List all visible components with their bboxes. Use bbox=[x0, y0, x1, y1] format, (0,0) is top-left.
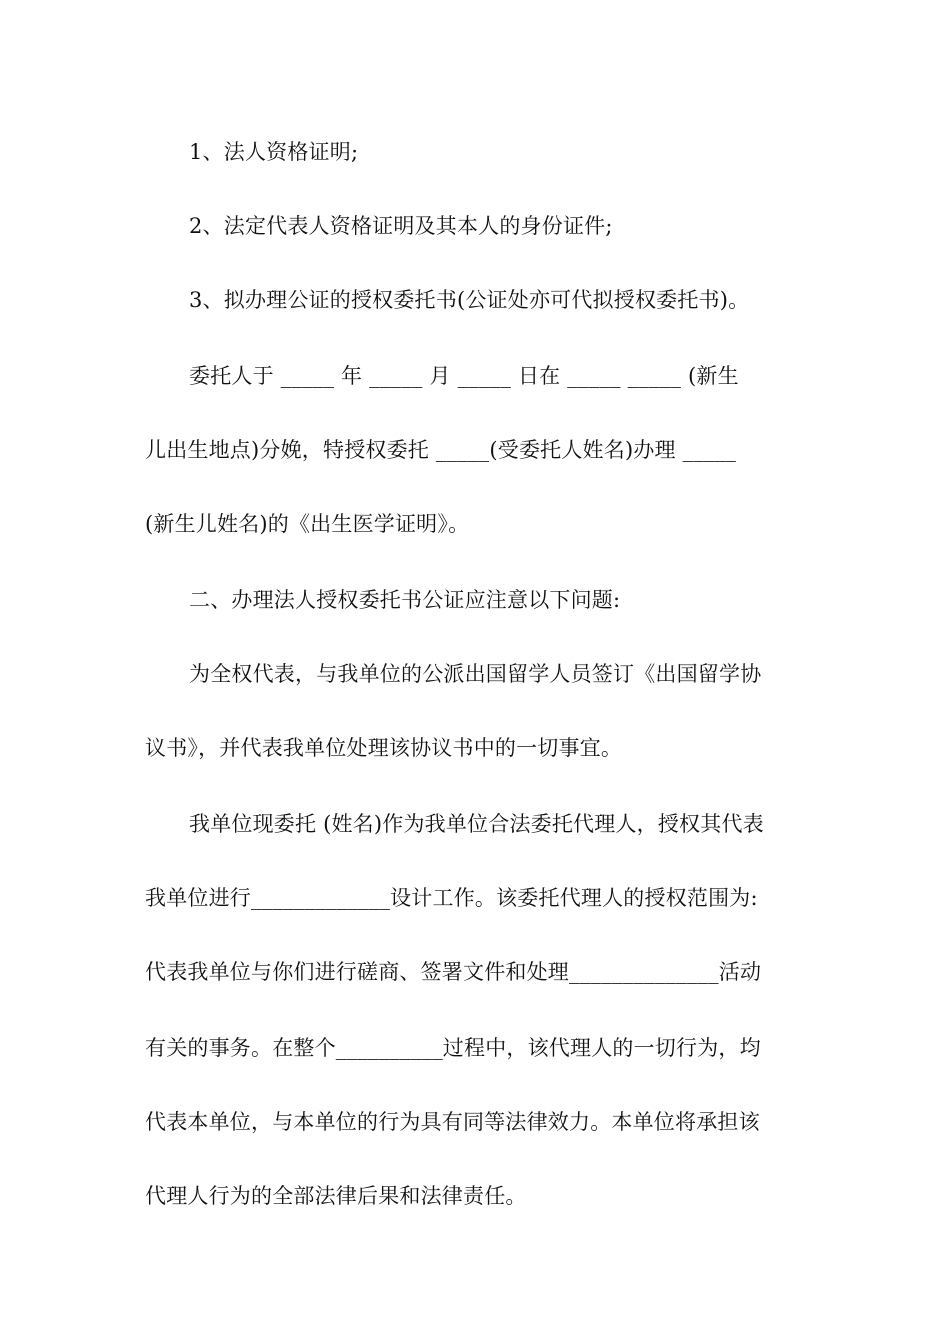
paragraph-line: (新生儿姓名)的《出生医学证明》。 bbox=[145, 512, 470, 536]
section-heading: 二、办理法人授权委托书公证应注意以下问题: bbox=[189, 588, 621, 612]
paragraph-line: 委托人于 _____ 年 _____ 月 _____ 日在 _____ _____ (新生 bbox=[189, 364, 739, 388]
list-item-1: 1、法人资格证明; bbox=[189, 140, 359, 164]
list-item-3: 3、拟办理公证的授权委托书(公证处亦可代拟授权委托书)。 bbox=[189, 288, 750, 312]
paragraph-line: 代理人行为的全部法律后果和法律责任。 bbox=[145, 1184, 527, 1208]
paragraph-line: 议书》，并代表我单位处理该协议书中的一切事宜。 bbox=[145, 736, 623, 760]
paragraph-line: 为全权代表，与我单位的公派出国留学人员签订《出国留学协 bbox=[189, 662, 762, 686]
paragraph-line: 我单位进行_____________设计工作。该委托代理人的授权范围为: bbox=[145, 886, 758, 910]
paragraph-line: 代表本单位，与本单位的行为具有同等法律效力。本单位将承担该 bbox=[145, 1110, 760, 1134]
paragraph-line: 我单位现委托 (姓名)作为我单位合法委托代理人，授权其代表 bbox=[189, 812, 764, 836]
paragraph-line: 有关的事务。在整个__________过程中，该代理人的一切行为，均 bbox=[145, 1036, 761, 1060]
list-item-2: 2、法定代表人资格证明及其本人的身份证件; bbox=[189, 214, 613, 238]
paragraph-line: 代表我单位与你们进行磋商、签署文件和处理______________活动 bbox=[145, 960, 762, 984]
paragraph-line: 儿出生地点)分娩，特授权委托 _____(受委托人姓名)办理 _____ bbox=[145, 438, 737, 462]
